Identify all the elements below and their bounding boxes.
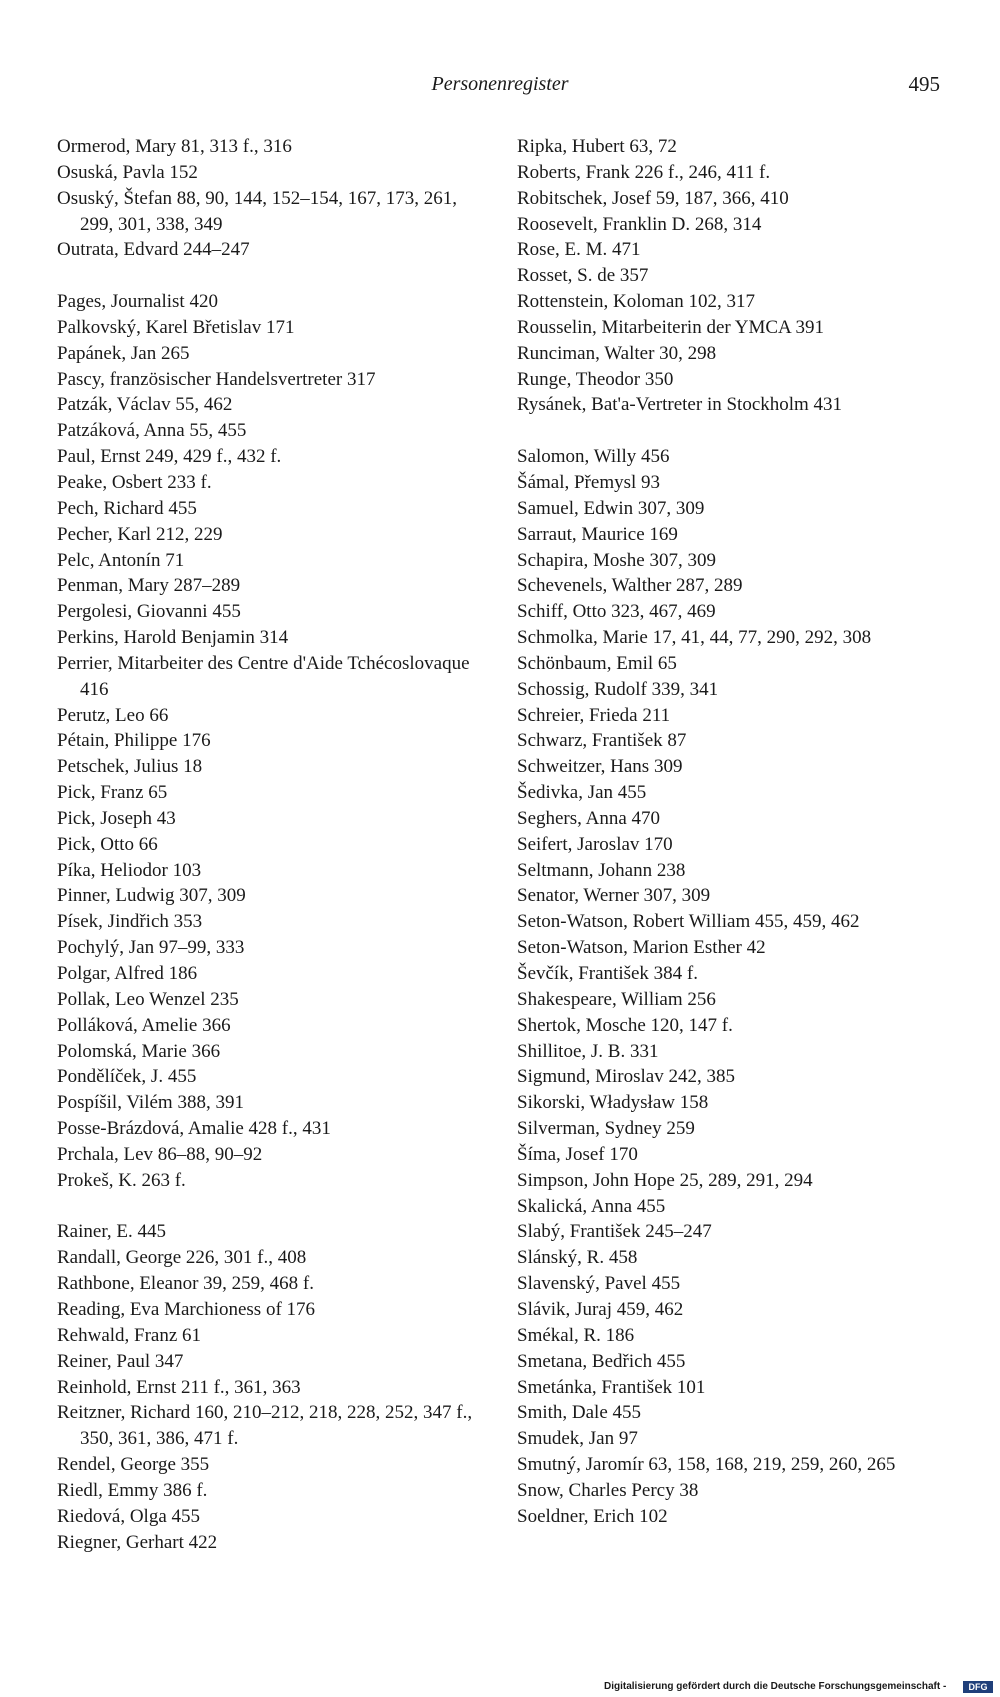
index-entry: Shakespeare, William 256: [517, 988, 716, 1010]
index-entry: Schapira, Moshe 307, 309: [517, 549, 716, 571]
index-entry: Patzák, Václav 55, 462: [57, 394, 233, 416]
index-entry: Roberts, Frank 226 f., 246, 411 f.: [517, 161, 771, 183]
index-entry: Smutný, Jaromír 63, 158, 168, 219, 259, 260, 265: [517, 1454, 896, 1476]
index-entry: Slávik, Juraj 459, 462: [517, 1298, 684, 1320]
index-entry: Riegner, Gerhart 422: [57, 1531, 218, 1553]
index-entry: Pondělíček, J. 455: [57, 1066, 197, 1088]
index-entry: Peake, Osbert 233 f.: [57, 471, 212, 493]
index-entry: Smetánka, František 101: [517, 1376, 706, 1398]
index-entry: Posse-Brázdová, Amalie 428 f., 431: [57, 1118, 331, 1140]
index-entry: Outrata, Edvard 244–247: [57, 239, 250, 261]
dfg-logo: DFG: [963, 1681, 993, 1693]
index-entry: Shillitoe, J. B. 331: [517, 1040, 659, 1062]
index-entry: Robitschek, Josef 59, 187, 366, 410: [517, 187, 789, 209]
index-entry: Slavenský, Pavel 455: [517, 1273, 681, 1295]
index-entry: Rainer, E. 445: [57, 1221, 166, 1243]
index-entry: Simpson, John Hope 25, 289, 291, 294: [517, 1169, 813, 1191]
index-entry: Pospíšil, Vilém 388, 391: [57, 1092, 244, 1114]
index-entry: Pick, Joseph 43: [57, 807, 176, 829]
index-entry: Pick, Franz 65: [57, 782, 168, 804]
index-entry: Ševčík, František 384 f.: [517, 963, 699, 984]
running-header-title: Personenregister: [431, 73, 569, 95]
index-entry: Pascy, französischer Handelsvertreter 317: [57, 368, 376, 390]
index-entry: Rendel, George 355: [57, 1454, 210, 1476]
index-entry: Šedivka, Jan 455: [517, 782, 647, 804]
index-entry: Prokeš, K. 263 f.: [57, 1169, 186, 1191]
index-entry: Rysánek, Bat'a-Vertreter in Stockholm 431: [517, 394, 843, 416]
index-entry: Perrier, Mitarbeiter des Centre d'Aide Tchécoslovaque 416: [57, 652, 470, 700]
index-entry: Polomská, Marie 366: [57, 1040, 221, 1062]
index-entry: Pick, Otto 66: [57, 833, 158, 855]
index-entry: Schreier, Frieda 211: [517, 704, 671, 726]
index-entry: Osuský, Štefan 88, 90, 144, 152–154, 167, 173, 261, 299, 301, 338, 349: [57, 187, 458, 235]
index-entry: Seton-Watson, Robert William 455, 459, 462: [517, 911, 860, 933]
index-entry: Pech, Richard 455: [57, 497, 197, 519]
index-entry: Salomon, Willy 456: [517, 446, 670, 468]
index-entry: Polgar, Alfred 186: [57, 963, 198, 984]
index-entry: Perkins, Harold Benjamin 314: [57, 627, 289, 649]
index-entry: Snow, Charles Percy 38: [517, 1479, 699, 1501]
index-entry: Pecher, Karl 212, 229: [57, 523, 223, 545]
index-entry: Rousselin, Mitarbeiterin der YMCA 391: [517, 316, 824, 338]
index-entry: Schossig, Rudolf 339, 341: [517, 678, 719, 700]
index-entry: Shertok, Mosche 120, 147 f.: [517, 1014, 733, 1036]
index-entry: Pelc, Antonín 71: [57, 549, 185, 571]
index-entry: Osuská, Pavla 152: [57, 161, 198, 183]
index-entry: Silverman, Sydney 259: [517, 1118, 695, 1140]
index-entry: Rathbone, Eleanor 39, 259, 468 f.: [57, 1273, 314, 1295]
index-entry: Paul, Ernst 249, 429 f., 432 f.: [57, 446, 282, 468]
index-entry: Rose, E. M. 471: [517, 239, 641, 261]
page-number: 495: [908, 72, 940, 96]
index-entry: Seghers, Anna 470: [517, 807, 661, 829]
index-entry: Palkovský, Karel Břetislav 171: [57, 316, 295, 338]
index-entry: Reinhold, Ernst 211 f., 361, 363: [57, 1376, 301, 1398]
index-entry: Schönbaum, Emil 65: [517, 652, 677, 674]
index-entry: Schiff, Otto 323, 467, 469: [517, 601, 716, 623]
index-entry: Petschek, Julius 18: [57, 756, 203, 778]
index-entry: Sigmund, Miroslav 242, 385: [517, 1066, 735, 1088]
index-entry: Perutz, Leo 66: [57, 704, 169, 726]
index-entry: Polláková, Amelie 366: [57, 1014, 231, 1036]
index-column-right: [517, 134, 957, 1530]
index-entry: Písek, Jindřich 353: [57, 911, 203, 933]
index-entry: Rottenstein, Koloman 102, 317: [517, 291, 756, 313]
index-entry: Slabý, František 245–247: [517, 1221, 712, 1243]
index-entry: Pollak, Leo Wenzel 235: [57, 988, 239, 1010]
index-entry: Riedová, Olga 455: [57, 1505, 201, 1527]
index-entry: Runge, Theodor 350: [517, 368, 674, 390]
index-entry: Samuel, Edwin 307, 309: [517, 497, 705, 519]
index-entry: Papánek, Jan 265: [57, 342, 190, 364]
index-entry: Schmolka, Marie 17, 41, 44, 77, 290, 292, 308: [517, 627, 872, 649]
index-entry: Sarraut, Maurice 169: [517, 523, 678, 545]
index-entry: Smetana, Bedřich 455: [517, 1350, 686, 1372]
index-entry: Runciman, Walter 30, 298: [517, 342, 717, 364]
index-entry: Schweitzer, Hans 309: [517, 756, 683, 778]
index-entry: Smudek, Jan 97: [517, 1428, 638, 1450]
index-entry: Sikorski, Władysław 158: [517, 1092, 709, 1114]
index-entry: Reiner, Paul 347: [57, 1350, 184, 1372]
index-entry: Ormerod, Mary 81, 313 f., 316: [57, 136, 292, 157]
index-entry: Seifert, Jaroslav 170: [517, 833, 673, 855]
index-entry: Seltmann, Johann 238: [517, 859, 686, 881]
index-entry: Pergolesi, Giovanni 455: [57, 601, 241, 623]
index-entry: Pages, Journalist 420: [57, 291, 218, 313]
index-entry: Senator, Werner 307, 309: [517, 885, 711, 907]
index-entry: Ripka, Hubert 63, 72: [517, 136, 677, 157]
index-entry: Randall, George 226, 301 f., 408: [57, 1247, 307, 1269]
index-entry: Smékal, R. 186: [517, 1324, 635, 1346]
index-entry: Reitzner, Richard 160, 210–212, 218, 228, 252, 347 f., 350, 361, 386, 471 f.: [57, 1402, 473, 1450]
index-entry: Smith, Dale 455: [517, 1402, 642, 1424]
index-entry: Šíma, Josef 170: [517, 1143, 638, 1165]
index-entry: Šámal, Přemysl 93: [517, 471, 661, 493]
index-entry: Seton-Watson, Marion Esther 42: [517, 937, 766, 959]
index-column-left: [57, 134, 487, 1555]
funding-note: Digitalisierung gefördert durch die Deutsche Forschungsgemeinschaft -: [604, 1681, 947, 1692]
index-entry: Penman, Mary 287–289: [57, 575, 241, 597]
index-entry: Schwarz, František 87: [517, 730, 687, 752]
index-entry: Rehwald, Franz 61: [57, 1324, 202, 1346]
index-entry: Roosevelt, Franklin D. 268, 314: [517, 213, 762, 235]
index-entry: Slánský, R. 458: [517, 1247, 638, 1269]
index-entry: Pinner, Ludwig 307, 309: [57, 885, 246, 907]
index-entry: Riedl, Emmy 386 f.: [57, 1479, 208, 1501]
index-entry: Reading, Eva Marchioness of 176: [57, 1298, 316, 1320]
index-entry: Píka, Heliodor 103: [57, 859, 202, 881]
index-entry: Soeldner, Erich 102: [517, 1505, 668, 1527]
index-entry: Pochylý, Jan 97–99, 333: [57, 937, 245, 959]
index-entry: Patzáková, Anna 55, 455: [57, 420, 247, 442]
index-entry: Pétain, Philippe 176: [57, 730, 211, 752]
index-entry: Rosset, S. de 357: [517, 265, 649, 287]
index-entry: Prchala, Lev 86–88, 90–92: [57, 1143, 263, 1165]
index-entry: Skalická, Anna 455: [517, 1195, 666, 1217]
index-entry: Schevenels, Walther 287, 289: [517, 575, 743, 597]
